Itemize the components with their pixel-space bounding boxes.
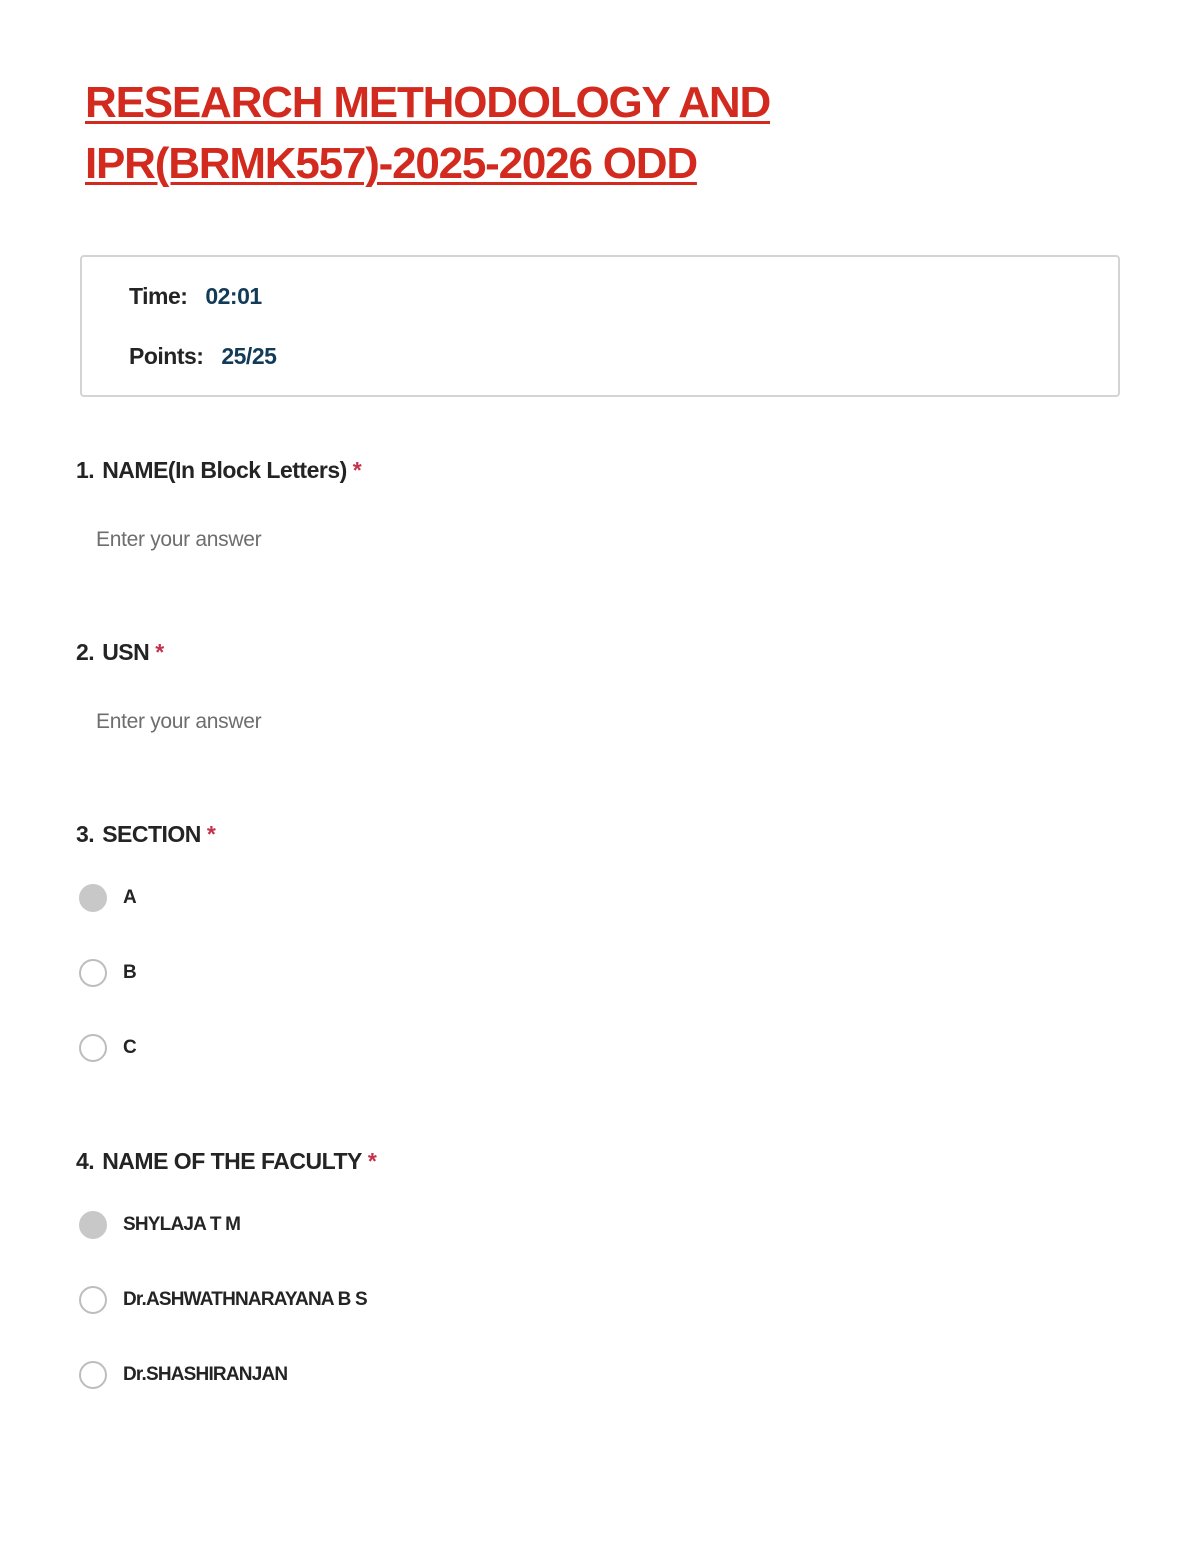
section-option-a[interactable] [79,881,136,915]
faculty-option-shylaja[interactable] [79,1208,240,1242]
info-box [80,255,1120,397]
points-value: 25/25 [221,343,277,369]
question-number: 1. [76,457,95,483]
radio-button-selected[interactable] [79,884,107,912]
question-label: NAME(In Block Letters) [102,457,347,483]
radio-button[interactable] [79,1286,107,1314]
question-number: 3. [76,821,95,847]
question-label: USN [102,639,150,665]
option-label: Dr.SHASHIRANJAN [123,1364,288,1385]
radio-button[interactable] [79,1034,107,1062]
question-2-title [76,639,164,666]
radio-button[interactable] [79,959,107,987]
section-option-c[interactable] [79,1031,136,1065]
radio-button-selected[interactable] [79,1211,107,1239]
faculty-option-shashiranjan[interactable] [79,1358,287,1392]
time-value: 02:01 [205,283,262,309]
required-asterisk: * [367,1148,377,1174]
required-asterisk: * [155,639,164,665]
name-input[interactable] [96,522,596,558]
points-label: Points: [129,343,204,369]
question-1-title [76,457,361,484]
usn-input[interactable] [96,704,596,740]
option-label: C [123,1037,136,1058]
option-label: A [123,887,136,908]
option-label: B [123,962,136,983]
radio-button[interactable] [79,1361,107,1389]
question-3-title [76,821,215,848]
option-label: Dr.ASHWATHNARAYANA B S [123,1289,367,1310]
points-row [129,343,276,370]
question-number: 4. [76,1148,95,1174]
question-number: 2. [76,639,95,665]
time-label: Time: [129,283,188,309]
faculty-option-ashwathnarayana[interactable] [79,1283,367,1317]
question-label: NAME OF THE FACULTY [102,1148,362,1174]
question-label: SECTION [102,821,201,847]
option-label: SHYLAJA T M [123,1214,241,1235]
required-asterisk: * [352,457,362,483]
section-option-b[interactable] [79,956,136,990]
time-row [129,283,262,310]
form-title: RESEARCH METHODOLOGY AND IPR(BRMK557)-2025-2026 ODD [85,78,771,188]
question-4-title [76,1148,376,1175]
required-asterisk: * [206,821,216,847]
